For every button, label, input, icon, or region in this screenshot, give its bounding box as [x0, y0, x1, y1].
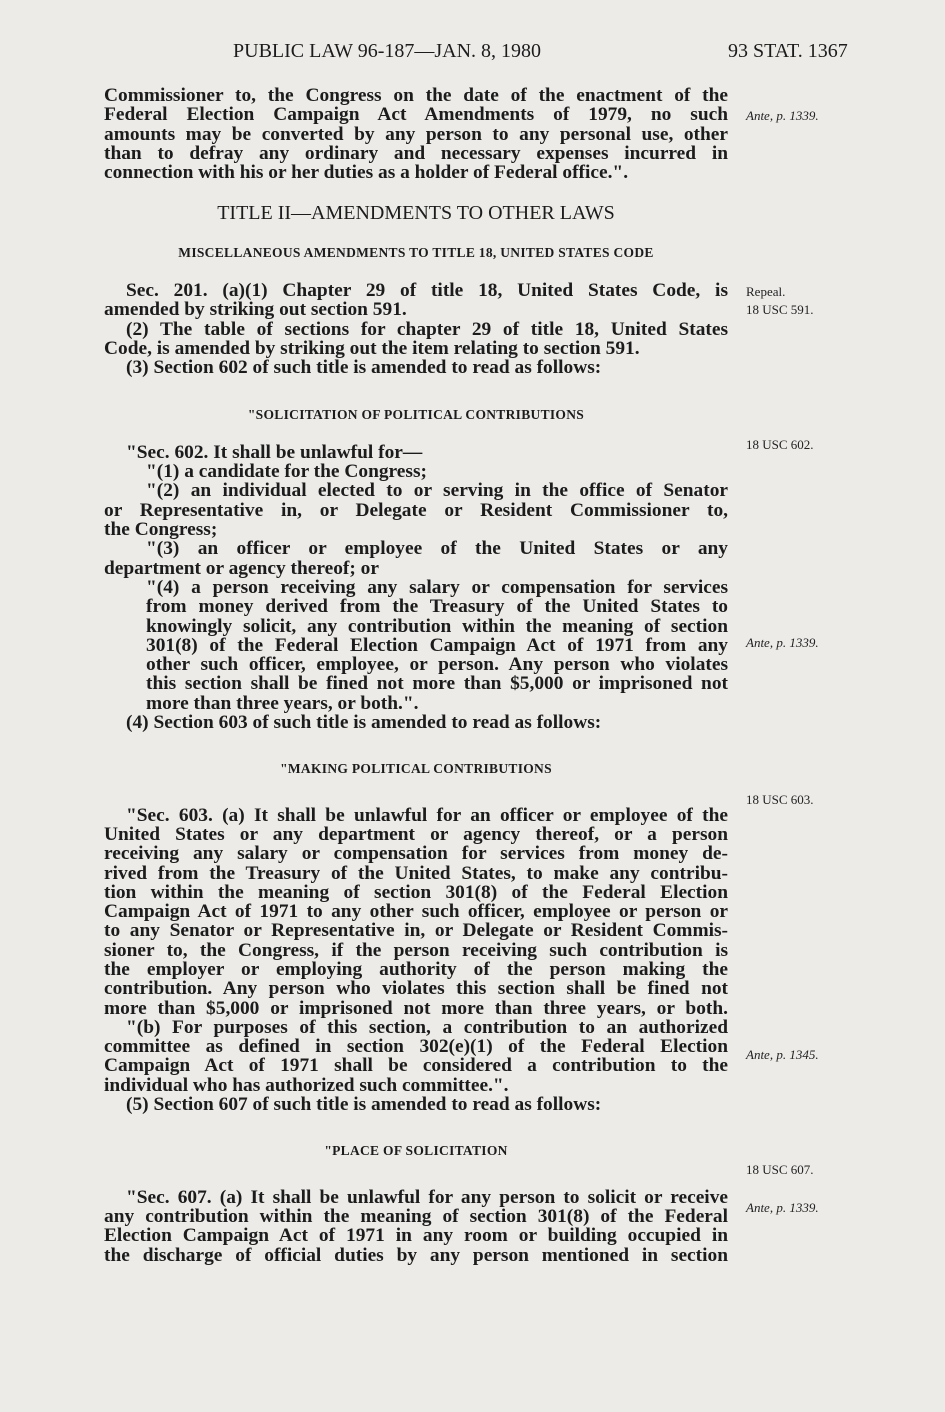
- text-line: any contribution within the meaning of section 301(8) of the Federal: [104, 1206, 728, 1227]
- margin-note-usc: 18 USC 602.: [746, 437, 814, 452]
- text-line: "Sec. 607. (a) It shall be unlawful for any person to solicit or receive: [126, 1187, 728, 1207]
- text-line: Campaign Act of 1971 to any other such officer, employee or person or: [104, 902, 728, 922]
- text-line: Election Campaign Act of 1971 in any room or building occupied in: [104, 1226, 728, 1246]
- section-heading-602: "SOLICITATION OF POLITICAL CONTRIBUTIONS: [247, 406, 585, 422]
- text-line: Federal Election Campaign Act Amendments of 1979, no such: [104, 105, 728, 125]
- text-line: "(2) an individual elected to or serving in the office of Senator: [146, 481, 728, 501]
- text-line: receiving any salary or compensation for services from money de-: [104, 844, 728, 864]
- text-line: (3) Section 602 of such title is amended to read as follows:: [126, 358, 602, 378]
- text-line: other such officer, employee, or person. Any person who violates: [146, 655, 728, 675]
- subtitle-heading: MISCELLANEOUS AMENDMENTS TO TITLE 18, UNITED STATES CODE: [178, 244, 654, 260]
- margin-note-ante: Ante, p. 1339.: [746, 1200, 819, 1215]
- text-line: (4) Section 603 of such title is amended to read as follows:: [126, 713, 602, 733]
- text-line: Code, is amended by striking out the item relating to section 591.: [104, 338, 640, 359]
- running-header-right: 93 STAT. 1367: [728, 40, 848, 62]
- text-line: "Sec. 602. It shall be unlawful for—: [126, 442, 423, 463]
- text-line: contribution. Any person who violates this section shall be fined not: [104, 979, 728, 999]
- margin-note-ante: Ante, p. 1345.: [746, 1047, 819, 1062]
- text-line: this section shall be fined not more than $5,000 or imprisoned not: [146, 674, 728, 694]
- text-line: Campaign Act of 1971 shall be considered a contribution to the: [104, 1056, 728, 1076]
- text-line: committee as defined in section 302(e)(1) of the Federal Election: [104, 1037, 728, 1057]
- text-line: "(4) a person receiving any salary or compensation for services: [146, 577, 728, 598]
- margin-note-usc: 18 USC 607.: [746, 1162, 814, 1177]
- margin-note-usc: 18 USC 603.: [746, 792, 814, 807]
- text-line: individual who has authorized such committee.".: [104, 1075, 509, 1096]
- text-line: knowingly solicit, any contribution within the meaning of section: [146, 616, 728, 636]
- margin-note-ante: Ante, p. 1339.: [746, 108, 819, 123]
- text-line: sioner to, the Congress, if the person receiving such contribution is: [104, 940, 728, 960]
- text-line: amended by striking out section 591.: [104, 300, 407, 320]
- text-line: United States or any department or agency thereof, or a person: [104, 824, 728, 845]
- text-line: Sec. 201. (a)(1) Chapter 29 of title 18, United States Code, is: [126, 281, 728, 301]
- text-line: more than $5,000 or imprisoned not more than three years, or both.: [104, 998, 728, 1018]
- text-line: connection with his or her duties as a holder of Federal office.".: [104, 163, 629, 183]
- text-line: the Congress;: [104, 520, 218, 540]
- text-line: (5) Section 607 of such title is amended to read as follows:: [126, 1095, 602, 1115]
- text-line: than to defray any ordinary and necessary expenses incurred in: [104, 143, 728, 164]
- text-line: department or agency thereof; or: [104, 558, 379, 578]
- body-column: [104, 86, 728, 1265]
- margin-note-ante: Ante, p. 1339.: [746, 635, 819, 650]
- text-line: tion within the meaning of section 301(8) of the Federal Election: [104, 882, 728, 903]
- text-line: the employer or employing authority of the person making the: [104, 959, 728, 980]
- text-line: amounts may be converted by any person to any personal use, other: [104, 124, 728, 144]
- text-line: to any Senator or Representative in, or Delegate or Resident Commis-: [104, 921, 728, 941]
- text-line: (2) The table of sections for chapter 29 of title 18, United States: [126, 319, 728, 339]
- section-heading-603: "MAKING POLITICAL CONTRIBUTIONS: [280, 761, 552, 777]
- section-heading-607: "PLACE OF SOLICITATION: [324, 1143, 508, 1159]
- text-line: from money derived from the Treasury of the United States to: [146, 597, 728, 617]
- text-line: "(1) a candidate for the Congress;: [146, 462, 427, 482]
- text-line: or Representative in, or Delegate or Resident Commissioner to,: [104, 500, 728, 521]
- running-header-left: PUBLIC LAW 96-187—JAN. 8, 1980: [233, 40, 542, 62]
- text-line: rived from the Treasury of the United States, to make any contribu-: [104, 863, 728, 883]
- text-line: "(3) an officer or employee of the United States or any: [146, 539, 728, 559]
- margin-note-repeal: Repeal.: [746, 284, 786, 299]
- text-line: the discharge of official duties by any person mentioned in section: [104, 1245, 728, 1265]
- margin-note-usc: 18 USC 591.: [746, 302, 814, 317]
- text-line: "Sec. 603. (a) It shall be unlawful for an officer or employee of the: [126, 805, 728, 825]
- text-line: more than three years, or both.".: [146, 693, 419, 714]
- text-line: 301(8) of the Federal Election Campaign Act of 1971 from any: [146, 635, 728, 656]
- title-heading: TITLE II—AMENDMENTS TO OTHER LAWS: [217, 204, 615, 224]
- text-line: "(b) For purposes of this section, a contribution to an authorized: [126, 1017, 728, 1038]
- text-line: Commissioner to, the Congress on the date of the enactment of the: [104, 86, 728, 106]
